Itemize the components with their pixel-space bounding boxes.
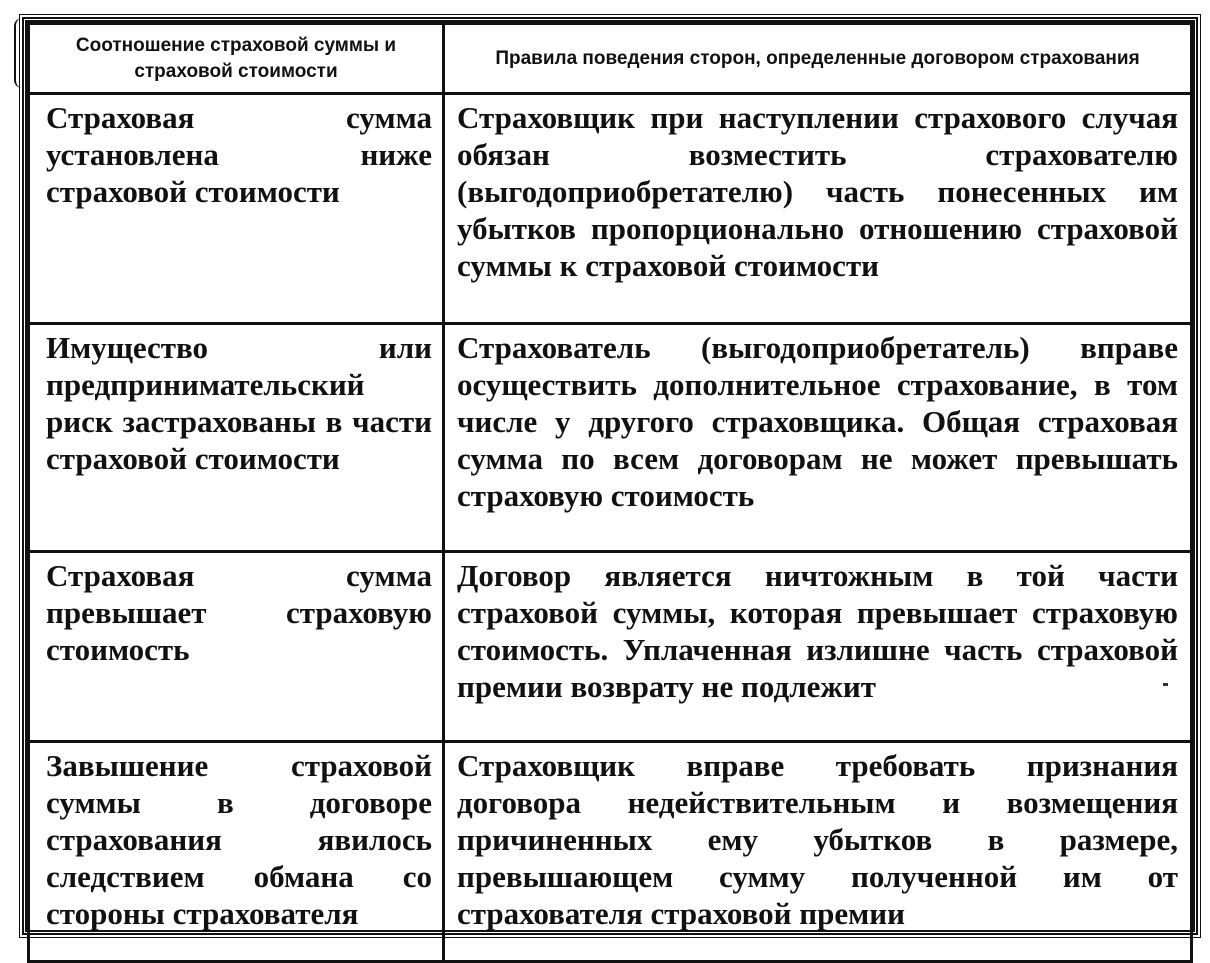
row-rule: Договор является ничтожным в той части страховой суммы, которая превышает страховую стоимость. Уплаченная излишне часть страховой премии возврату не подлежит — [444, 552, 1192, 742]
row-condition: Завышение страховой суммы в договоре страхования явилось следствием обмана со стороны страхователя — [29, 742, 444, 962]
row-condition: Имущество или предпринимательский риск застрахованы в части страховой стоимости — [29, 324, 444, 552]
table-row — [29, 742, 1192, 962]
scan-speck — [1163, 683, 1168, 686]
row-condition: Страховая сумма установлена ниже страховой стоимости — [29, 94, 444, 324]
table-row — [29, 552, 1192, 742]
insurance-rules-table — [27, 22, 1193, 963]
row-condition: Страховая сумма превышает страховую стоимость — [29, 552, 444, 742]
table-row — [29, 94, 1192, 324]
header-rules: Правила поведения сторон, определенные договором страхования — [444, 24, 1192, 94]
row-rule: Страховщик вправе требовать признания договора недействительным и возмещения причиненных ему убытков в размере, превышающем сумму полученной им от страхователя страховой премии — [444, 742, 1192, 962]
table-row — [29, 324, 1192, 552]
header-ratio: Соотношение страховой суммы и страховой стоимости — [29, 24, 444, 94]
insurance-table-frame — [22, 17, 1198, 935]
table-header-row — [29, 24, 1192, 94]
row-rule: Страхователь (выгодоприобретатель) вправе осуществить дополнительное страхование, в том числе у другого страховщика. Общая страховая сумма по всем договорам не может превышать страховую стоимость — [444, 324, 1192, 552]
row-rule: Страховщик при наступлении страхового случая обязан возместить страхователю (выгодоприобретателю) часть понесенных им убытков пропорционально отношению страховой суммы к страховой стоимости — [444, 94, 1192, 324]
